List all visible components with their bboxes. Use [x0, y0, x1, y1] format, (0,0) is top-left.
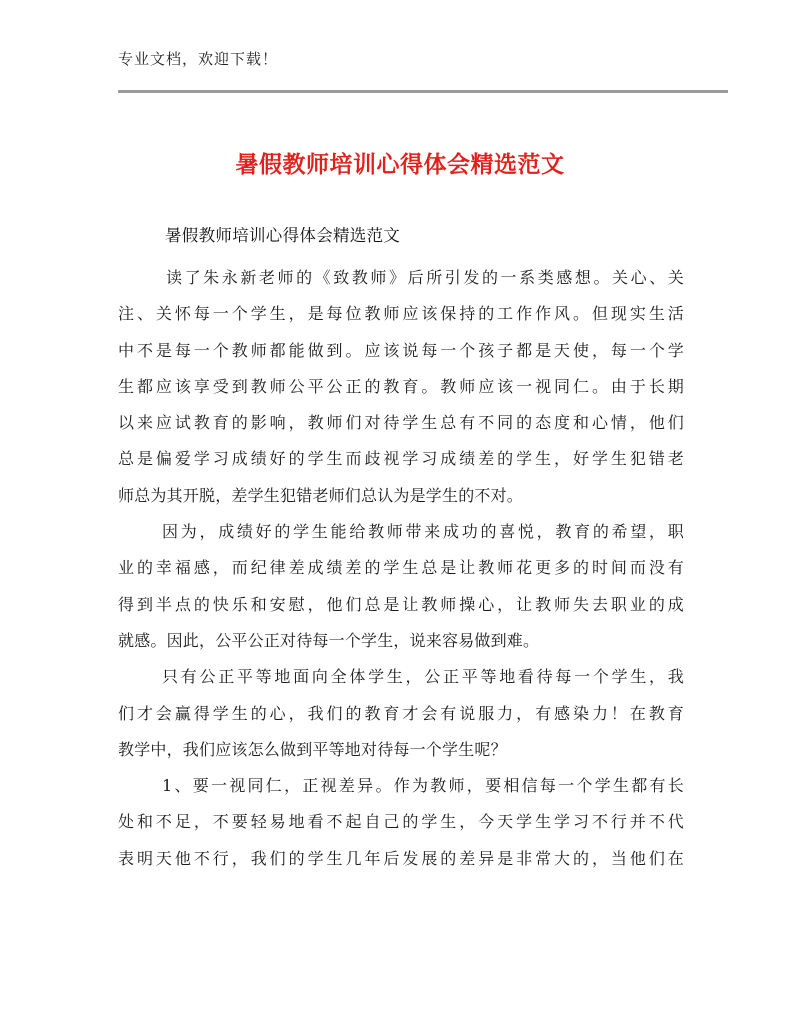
text-line: 就感。因此，公平公正对待每一个学生，说来容易做到难。 — [118, 630, 540, 650]
text-line: 读了朱永新老师的《致教师》后所引发的一系类感想。关心、关 — [166, 268, 684, 287]
text-line: 们才会赢得学生的心，我们的教育才会有说服力，有感染力！在教育 — [118, 703, 684, 723]
paragraph — [118, 768, 684, 877]
text-line: 表明天他不行，我们的学生几年后发展的差异是非常大的，当他们在 — [118, 848, 684, 868]
text-line: 因为，成绩好的学生能给教师带来成功的喜悦，教育的希望，职 — [162, 522, 684, 542]
text-line: 生都应该享受到教师公平公正的教育。教师应该一视同仁。由于长期 — [118, 376, 684, 396]
text-line: 教学中，我们应该怎么做到平等地对待每一个学生呢？ — [118, 739, 507, 759]
document-title: 暑假教师培训心得体会精选范文 — [235, 152, 565, 178]
text-line: 只有公正平等地面向全体学生，公正平等地看待每一个学生，我 — [162, 667, 684, 687]
paragraph — [118, 659, 684, 768]
text-line: 以来应试教育的影响，教师们对待学生总有不同的态度和心情，他们 — [118, 413, 684, 433]
document-body — [118, 260, 684, 877]
text-line: 处和不足，不要轻易地看不起自己的学生，今天学生学习不行并不代 — [118, 812, 684, 832]
header-divider — [118, 90, 728, 93]
header-note: 专业文档，欢迎下载！ — [118, 50, 279, 68]
paragraph — [118, 260, 684, 514]
paragraph — [118, 514, 684, 659]
text-line: 1、要一视同仁，正视差异。作为教师，要相信每一个学生都有长 — [162, 776, 684, 796]
text-line: 总是偏爱学习成绩好的学生而歧视学习成绩差的学生，好学生犯错老 — [118, 449, 684, 469]
text-line: 得到半点的快乐和安慰，他们总是让教师操心，让教师失去职业的成 — [118, 594, 684, 614]
document-subtitle: 暑假教师培训心得体会精选范文 — [165, 226, 401, 245]
text-line: 注、关怀每一个学生，是每位教师应该保持的工作作风。但现实生活 — [118, 304, 684, 324]
text-line: 中不是每一个教师都能做到。应该说每一个孩子都是天使，每一个学 — [118, 340, 684, 360]
text-line: 业的幸福感，而纪律差成绩差的学生总是让教师花更多的时间而没有 — [118, 558, 684, 578]
text-line: 师总为其开脱，差学生犯错老师们总认为是学生的不对。 — [118, 485, 524, 505]
